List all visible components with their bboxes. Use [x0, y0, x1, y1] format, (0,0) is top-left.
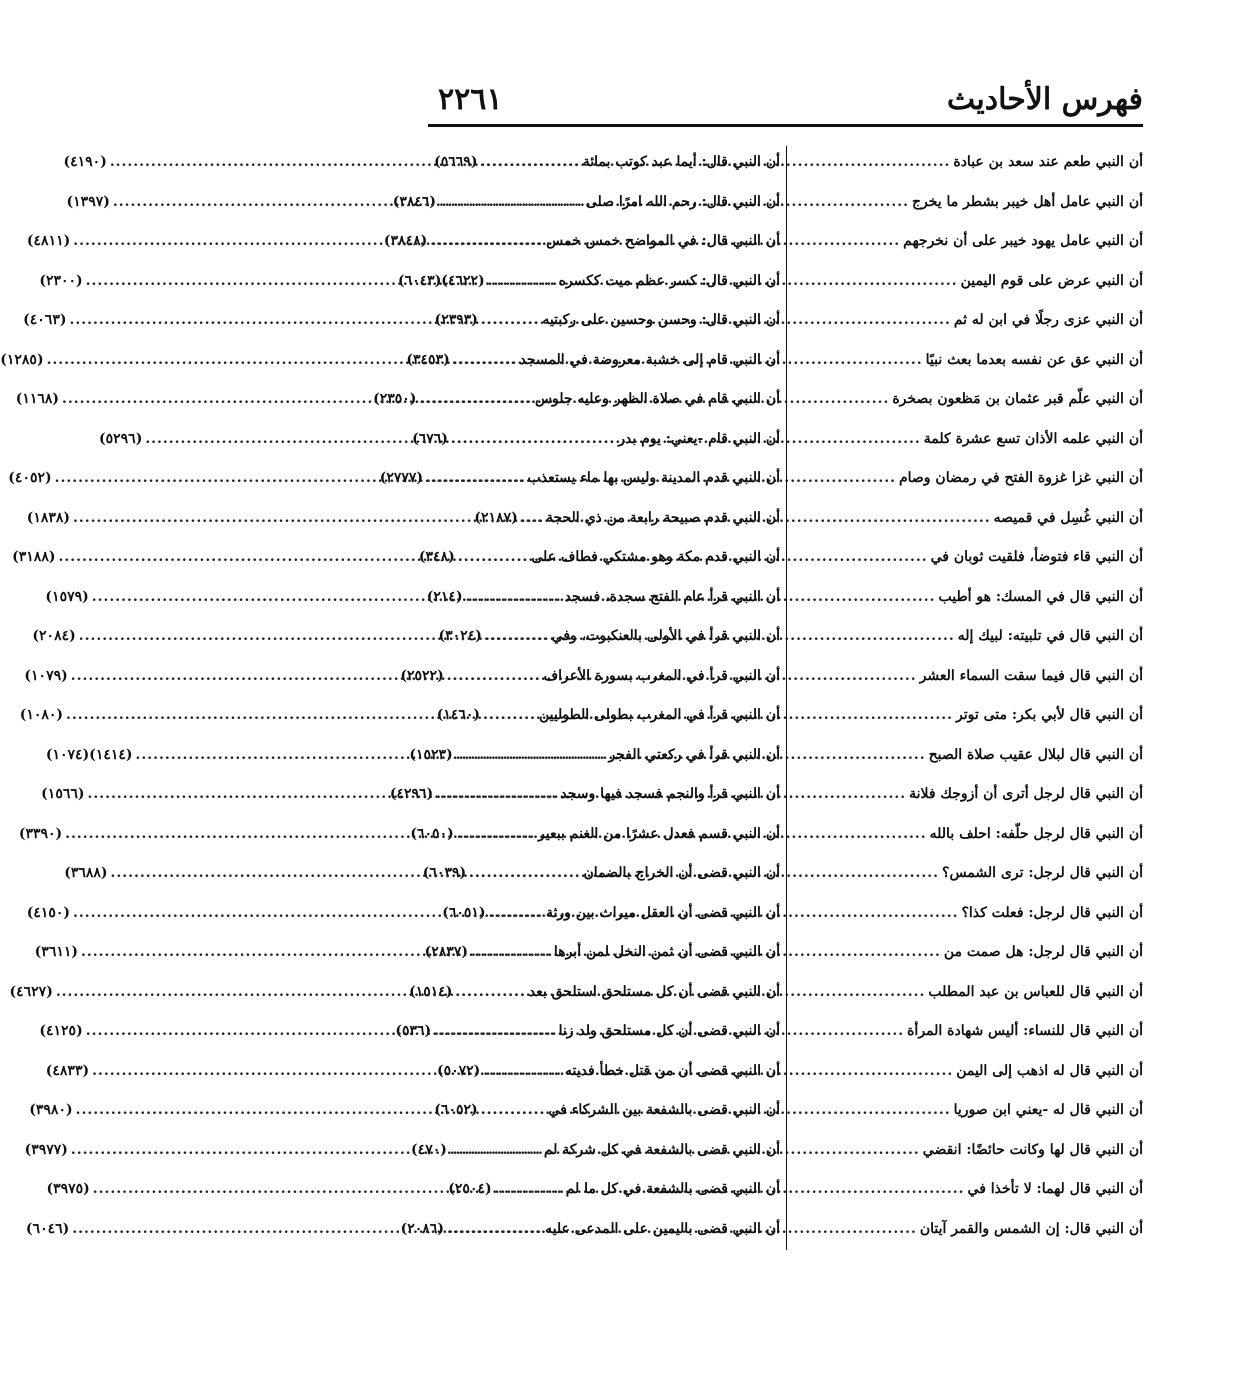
index-entry: [32, 617, 780, 657]
hadith-number: (٥٠٧٢): [436, 1062, 481, 1079]
hadith-number: (١٤٦٠): [436, 707, 481, 723]
dot-leader: [73, 499, 543, 539]
hadith-incipit: أن النبي قضى بالشفعة بين الشركاء في: [548, 1102, 780, 1118]
dot-leader: [73, 894, 543, 934]
hadith-incipit: أن النبي عق عن نفسه بعدما بعث نبيًا: [925, 351, 1143, 368]
index-entry: [45, 736, 780, 776]
hadith-number: (٢١٨٧): [474, 509, 518, 526]
dot-leader: [92, 578, 562, 618]
column-divider: [786, 146, 787, 1250]
hadith-number: (٢٥٠٤): [448, 1181, 492, 1197]
hadith-number: (٣٩٧٧): [24, 1141, 68, 1158]
hadith-number: (٥٣٦): [395, 1023, 432, 1039]
hadith-incipit: أن النبي قدم مكة وهو مشتكي فطاف على: [531, 549, 780, 565]
hadith-number: (٢٣٥٠): [373, 391, 417, 407]
hadith-number: (١٣٩٧): [66, 193, 110, 210]
dot-leader: [92, 1052, 562, 1092]
hadith-incipit: أن النبي قام إلى خشبة معروضة في المسجد: [519, 351, 780, 368]
hadith-incipit: أن النبي قدم المدينة وليس بها ماء يستعذب: [527, 470, 780, 486]
hadith-number: (١١٦٨): [15, 391, 60, 407]
hadith-number: (٣١٨٨): [12, 549, 56, 565]
dot-leader: [71, 1131, 541, 1171]
dot-leader: [81, 933, 551, 973]
dot-leader: [47, 341, 517, 381]
hadith-incipit: أن النبي قرأ عام الفتح سجدة، فسجد: [564, 588, 780, 605]
hadith-number: (٤١٢٥): [39, 1023, 83, 1039]
index-entry: [45, 1052, 780, 1092]
hadith-number: (٤٨١١): [26, 233, 71, 249]
dot-leader: [58, 538, 528, 578]
index-entry: [46, 1170, 780, 1210]
hadith-number: (١٨٣٨): [26, 509, 71, 526]
hadith-number: (١٢٨٥): [0, 351, 44, 368]
index-entry: [64, 854, 780, 894]
dot-leader: [66, 696, 536, 736]
hadith-number: (٣٨٤٨): [383, 233, 428, 249]
hadith-number: (١٠٧٩): [24, 667, 68, 684]
hadith-number: (١٥٦٦): [41, 786, 85, 802]
hadith-incipit: أن النبي قال: في المواضح خمس خمس: [546, 233, 780, 249]
hadith-number: (١٠٨٠): [19, 707, 64, 723]
index-entry: [34, 933, 780, 973]
hadith-number: (٤٨٣٣): [45, 1062, 90, 1079]
dot-leader: [136, 736, 606, 776]
hadith-number: (٢٧٧٧): [379, 470, 424, 486]
dot-leader: [93, 1170, 563, 1210]
hadith-number: (٦٠٣٩): [422, 865, 467, 881]
hadith-number: (٣٩٨٠): [29, 1102, 73, 1118]
index-entry: [9, 973, 780, 1013]
hadith-number: (٤٦٢٢)(٦٠٤٣): [397, 272, 485, 289]
index-entry: [12, 538, 780, 578]
dot-leader: [86, 1012, 556, 1052]
hadith-incipit: أن النبي علمه الأذان تسع عشرة كلمة: [923, 430, 1143, 447]
hadith-incipit: أن النبي قال له اذهب إلى اليمن: [956, 1062, 1143, 1079]
hadith-incipit: أن النبي قضى بالشفعة في كل شركة لم: [543, 1141, 780, 1158]
hadith-number: (٢٣٩٣): [434, 312, 478, 328]
hadith-incipit: أن النبي قال: أيما عبد كوتب بمائة: [582, 154, 780, 170]
header-rule: [428, 124, 1143, 127]
index-entry: [45, 578, 780, 618]
dot-leader: [86, 262, 556, 302]
dot-leader: [110, 143, 580, 183]
hadith-incipit: أن النبي قال لها وكانت حائضًا: انقضي: [922, 1141, 1143, 1158]
hadith-incipit: أن النبي عامل أهل خيبر بشطر ما يخرج: [911, 193, 1143, 210]
hadith-number: (٢٣٠٠): [39, 272, 83, 289]
hadith-number: (٤٦٢٧): [9, 983, 53, 1000]
dot-leader: [145, 420, 615, 460]
hadith-incipit: أن النبي قال له -يعني ابن صوريا: [953, 1102, 1143, 1118]
hadith-incipit: أن النبي قال للعباس بن عبد المطلب: [928, 983, 1143, 1000]
hadith-incipit: أن النبي قال لرجل: هل صمت من: [943, 944, 1143, 960]
hadith-incipit: أن النبي قرأ في ركعتي الفجر: [608, 746, 780, 763]
hadith-number: (٤٢٩٦): [389, 786, 434, 802]
dot-leader: [55, 459, 525, 499]
hadith-incipit: أن النبي قال للنساء: أليس شهادة المرأة: [907, 1023, 1143, 1039]
hadith-incipit: أن النبي قضى أن ثمن النخل لمن أبرها: [553, 944, 780, 960]
hadith-incipit: أن النبي قضى أن كل مستلحق استلحق بعد: [528, 983, 780, 1000]
hadith-number: (٢٠٨٦): [400, 1220, 444, 1237]
hadith-number: (٢٨٣٧): [424, 944, 468, 960]
index-entry: [26, 894, 780, 934]
page-title: فهرس الأحاديث: [946, 82, 1143, 117]
hadith-incipit: أن النبي طعم عند سعد بن عبادة: [953, 154, 1143, 170]
dot-leader: [72, 1210, 542, 1250]
index-entry: [26, 499, 780, 539]
hadith-incipit: أن النبي قضى أن العقل ميراث بين ورثة: [545, 904, 780, 921]
hadith-incipit: أن النبي قام -يعني: يوم بدر: [618, 430, 780, 447]
hadith-incipit: أن النبي قال في تلبيته: لبيك إله: [957, 628, 1143, 644]
hadith-number: (٦٠٥٠): [410, 825, 454, 842]
hadith-number: (٤١٥٠): [26, 904, 71, 921]
hadith-incipit: أن النبي قال لرجل حلّفه: احلف بالله: [929, 825, 1143, 842]
dot-leader: [76, 1091, 546, 1131]
index-entry: [24, 1131, 780, 1171]
dot-leader: [65, 815, 535, 855]
dot-leader: [69, 301, 539, 341]
hadith-number: (١٥١٤): [409, 983, 453, 1000]
hadith-incipit: أن النبي عرض على قوم اليمين: [960, 272, 1143, 289]
hadith-number: (١٥٧٩): [45, 588, 89, 605]
hadith-number: (٣٩٧٥): [46, 1181, 90, 1197]
hadith-incipit: أن النبي قال لهما: لا تأخذا في: [967, 1181, 1143, 1197]
hadith-incipit: أن النبي قام في صلاة الظهر وعليه جلوس: [534, 391, 780, 407]
hadith-number: (٣٨٤٦): [392, 193, 437, 210]
dot-leader: [79, 617, 549, 657]
hadith-number: (٣٦١١): [34, 944, 78, 960]
hadith-number: (٦٧٦): [412, 430, 448, 447]
index-entry: [23, 301, 780, 341]
hadith-number: (٤٠٦٣): [23, 312, 67, 328]
hadith-incipit: أن النبي قضى أن من قتل خطأ فديته: [565, 1062, 780, 1079]
hadith-number: (٥٢٩٦): [98, 430, 143, 447]
hadith-incipit: أن النبي قرأ في الأولى بالعنكبوت، وفي: [551, 628, 780, 644]
hadith-incipit: أن النبي قال لرجل: ترى الشمس؟: [942, 865, 1143, 881]
hadith-number: (٣٠٢٤): [438, 628, 482, 644]
hadith-incipit: أن النبي قضى أن الخراج بالضمان: [583, 865, 780, 881]
hadith-incipit: أن النبي قرأ في المغرب بسورة الأعراف: [543, 667, 780, 684]
hadith-incipit: أن النبي قال في المسك: هو أطيب: [938, 588, 1143, 605]
hadith-number: (٣٣٩٠): [18, 825, 63, 842]
hadith-incipit: أن النبي قرأ في المغرب بطولى الطوليين: [538, 707, 780, 723]
index-entry: [29, 1091, 780, 1131]
hadith-number: (٢٥٢٢): [400, 667, 444, 684]
dot-leader: [62, 380, 532, 420]
index-entry: [39, 262, 780, 302]
hadith-incipit: أن النبي عامل يهود خيبر على أن نخرجهم: [903, 233, 1143, 249]
dot-leader: [56, 973, 526, 1013]
hadith-number: (٤٧٠): [411, 1141, 447, 1158]
hadith-incipit: أن النبي قاء فتوضأ، فلقيت ثوبان في: [930, 549, 1143, 565]
hadith-incipit: أن النبي قال فيما سقت السماء العشر: [919, 667, 1143, 684]
hadith-incipit: أن النبي قال: رحم الله امرًا صلى: [585, 193, 780, 210]
index-entry: [0, 341, 780, 381]
hadith-incipit: أن النبي قضى باليمين على المدعى عليه: [545, 1220, 780, 1237]
hadith-number: (٤٠٥٢): [8, 470, 52, 486]
hadith-incipit: أن النبي قضى أن كل مستلحق ولد زنا: [558, 1023, 780, 1039]
hadith-incipit: أن النبي علّم قبر عثمان بن مَظعون بصخرة: [892, 391, 1143, 407]
hadith-incipit: أن النبي قال: إن الشمس والقمر آيتان: [919, 1220, 1143, 1237]
dot-leader: [111, 854, 581, 894]
hadith-incipit: أن النبي قال لبلال عقيب صلاة الصبح: [928, 746, 1143, 763]
hadith-number: (١٤١٤)(١٠٧٤): [45, 746, 133, 763]
hadith-incipit: أن النبي قال لرجل: فعلت كذا؟: [961, 904, 1143, 921]
hadith-number: (٢٠٨٤): [32, 628, 76, 644]
index-entry: [19, 696, 780, 736]
hadith-incipit: أن النبي قال لأبي بكر: متى توتر: [955, 707, 1143, 723]
hadith-number: (٥٦٦٩): [434, 154, 478, 170]
hadith-incipit: أن النبي غزا غزوة الفتح في رمضان وصام: [898, 470, 1143, 486]
index-entry: [18, 815, 780, 855]
hadith-number: (٤١٩٠): [63, 154, 107, 170]
hadith-number: (٦٠٥١): [442, 904, 486, 921]
hadith-incipit: أن النبي غُسِل في قميصه: [993, 509, 1143, 526]
hadith-incipit: أن النبي عزى رجلًا في ابن له ثم: [953, 312, 1143, 328]
index-entry: [63, 143, 780, 183]
dot-leader: [88, 775, 558, 815]
hadith-number: (٦٠٥٢): [434, 1102, 478, 1118]
hadith-number: (٣٤٥٣): [406, 351, 450, 368]
hadith-number: (٦٠٤٦): [25, 1220, 70, 1237]
hadith-incipit: أن النبي قدم صبيحة رابعة من ذي الحجة: [545, 509, 780, 526]
index-entry: [98, 420, 780, 460]
hadith-incipit: أن النبي قسم فعدل عشرًا من الغنم ببعير: [538, 825, 780, 842]
hadith-number: (٢١٤): [426, 588, 463, 605]
hadith-incipit: أن النبي قضى بالشفعة في كل ما لم: [565, 1181, 780, 1197]
hadith-number: (١٥٢٣): [409, 746, 453, 763]
dot-leader: [113, 183, 583, 223]
hadith-incipit: أن النبي قال: كسر عظم ميت ككسره: [558, 272, 780, 289]
hadith-number: (٣٤٨): [418, 549, 455, 565]
hadith-incipit: أن النبي قال لرجل أترى أن أزوجك فلانة: [909, 786, 1143, 802]
hadith-incipit: أن النبي قال: وحسن وحسين على ركبتيه: [542, 312, 780, 328]
dot-leader: [71, 657, 541, 697]
hadith-number: (٣٦٨٨): [64, 865, 108, 881]
page-header: [428, 80, 1143, 124]
page-number: ٢٢٦١: [438, 82, 503, 117]
hadith-incipit: أن النبي قرأ والنجم فسجد فيها وسجد: [560, 786, 780, 802]
dot-leader: [73, 222, 543, 262]
